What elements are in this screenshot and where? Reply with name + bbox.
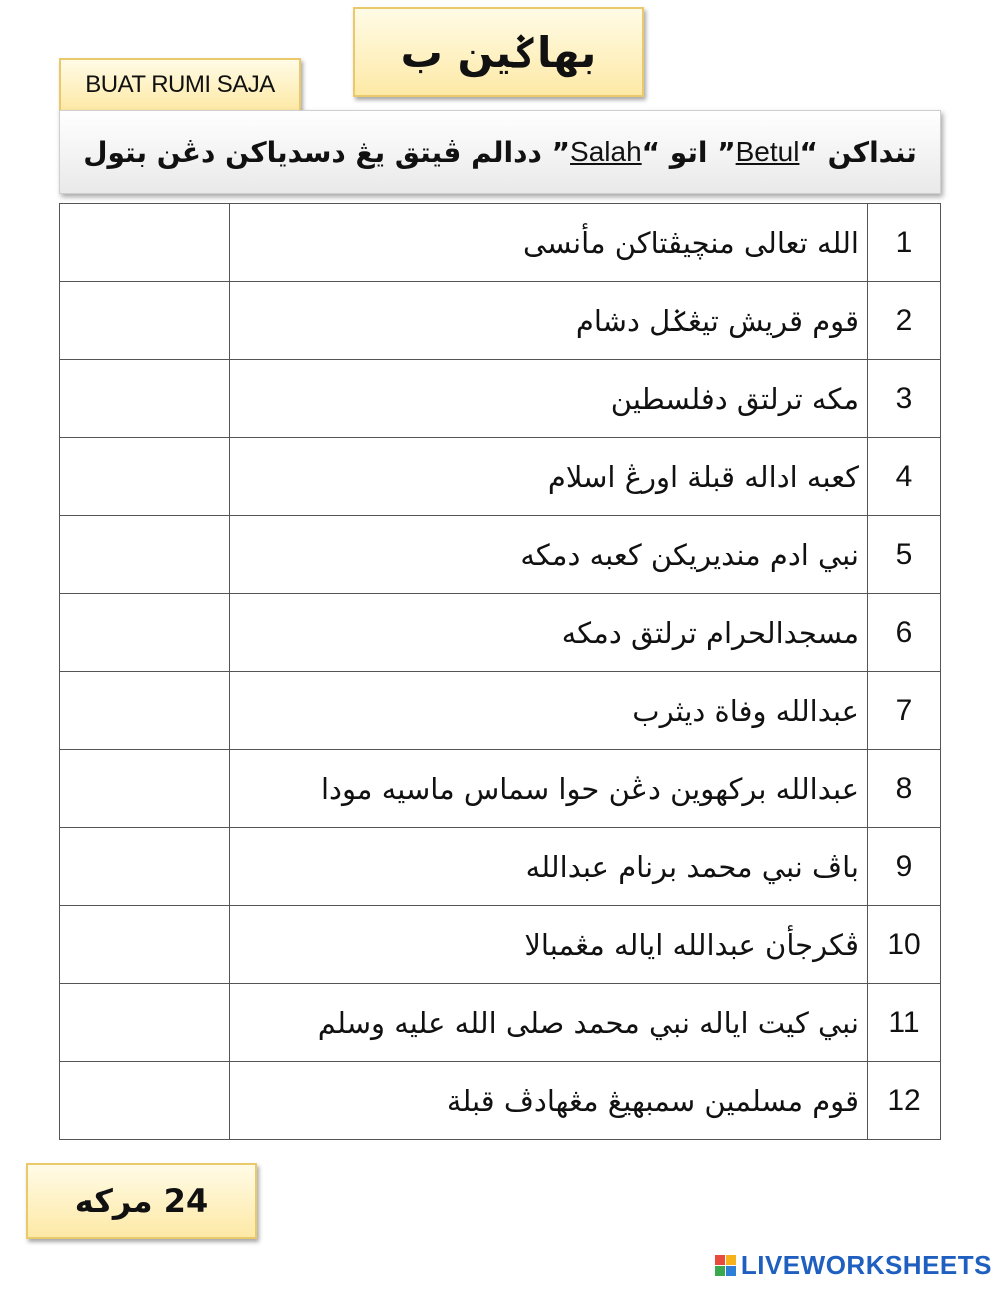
answer-input[interactable] [60,749,233,828]
question-row [60,750,941,828]
answer-cell [60,906,230,984]
answer-cell [60,750,230,828]
instruction-salah: Salah [570,136,642,167]
question-row [60,828,941,906]
answer-input[interactable] [60,203,233,282]
answer-input[interactable] [60,983,233,1062]
instruction-text-1: تنداكن “ [799,135,917,169]
question-row [60,906,941,984]
question-statement: نبي ادم منديريكن كعبه دمكه [230,516,868,594]
answer-cell [60,282,230,360]
answer-input[interactable] [60,359,233,438]
section-title: بهاݢين ب [353,7,644,97]
answer-input[interactable] [60,437,233,516]
answer-cell [60,516,230,594]
question-statement: قوم مسلمين سمبهيڠ مڠهادڤ قبلة [230,1062,868,1140]
question-statement: كعبه اداله قبلة اورڠ اسلام [230,438,868,516]
question-row [60,672,941,750]
question-number: 12 [868,1062,941,1140]
question-number: 9 [868,828,941,906]
liveworksheets-logo-icon [715,1255,737,1277]
question-number: 10 [868,906,941,984]
question-statement: ڤكرجأن عبدالله اياله مڠمبالا [230,906,868,984]
answer-cell [60,984,230,1062]
answer-cell [60,360,230,438]
question-statement: باڤ نبي محمد برنام عبدالله [230,828,868,906]
question-row [60,282,941,360]
answer-input[interactable] [60,515,233,594]
question-number: 11 [868,984,941,1062]
question-statement: عبدالله وفاة ديثرب [230,672,868,750]
instruction-banner [59,110,941,194]
question-row [60,360,941,438]
question-number: 1 [868,204,941,282]
answer-cell [60,672,230,750]
answer-input[interactable] [60,671,233,750]
question-number: 6 [868,594,941,672]
brand-name: LIVEWORKSHEETS [740,1250,992,1280]
question-statement: عبدالله بركهوين دڠن حوا سماس ماسيه مودا [230,750,868,828]
answer-cell [60,204,230,282]
answer-input[interactable] [60,281,233,360]
question-row [60,204,941,282]
question-row [60,594,941,672]
question-row [60,438,941,516]
question-row [60,984,941,1062]
question-statement: نبي كيت اياله نبي محمد صلى الله عليه وسلم [230,984,868,1062]
question-statement: قوم قريش تيڠݢل دشام [230,282,868,360]
question-number: 3 [868,360,941,438]
answer-cell [60,828,230,906]
answer-input[interactable] [60,827,233,906]
marks-box: 24 مركه [26,1163,257,1239]
rumi-instruction-label: BUAT RUMI SAJA [59,58,301,112]
question-number: 2 [868,282,941,360]
question-number: 8 [868,750,941,828]
question-number: 7 [868,672,941,750]
question-row [60,1062,941,1140]
question-row [60,516,941,594]
answer-input[interactable] [60,593,233,672]
answer-cell [60,1062,230,1140]
question-statement: مكه ترلتق دفلسطين [230,360,868,438]
instruction-text-2: ” اتو “ [641,135,736,169]
question-number: 4 [868,438,941,516]
question-number: 5 [868,516,941,594]
instruction-betul: Betul [735,136,800,167]
question-statement: مسجدالحرام ترلتق دمكه [230,594,868,672]
instruction-text-3: ” ددالم ڤيتق يڠ دسدياكن دڠن بتول [83,135,571,169]
answer-cell [60,438,230,516]
answer-input[interactable] [60,905,233,984]
question-statement: الله تعالى منچيڤتاكن مأنسى [230,204,868,282]
brand-footer [715,1250,992,1281]
answer-cell [60,594,230,672]
questions-table [59,203,941,1140]
answer-input[interactable] [60,1061,233,1140]
